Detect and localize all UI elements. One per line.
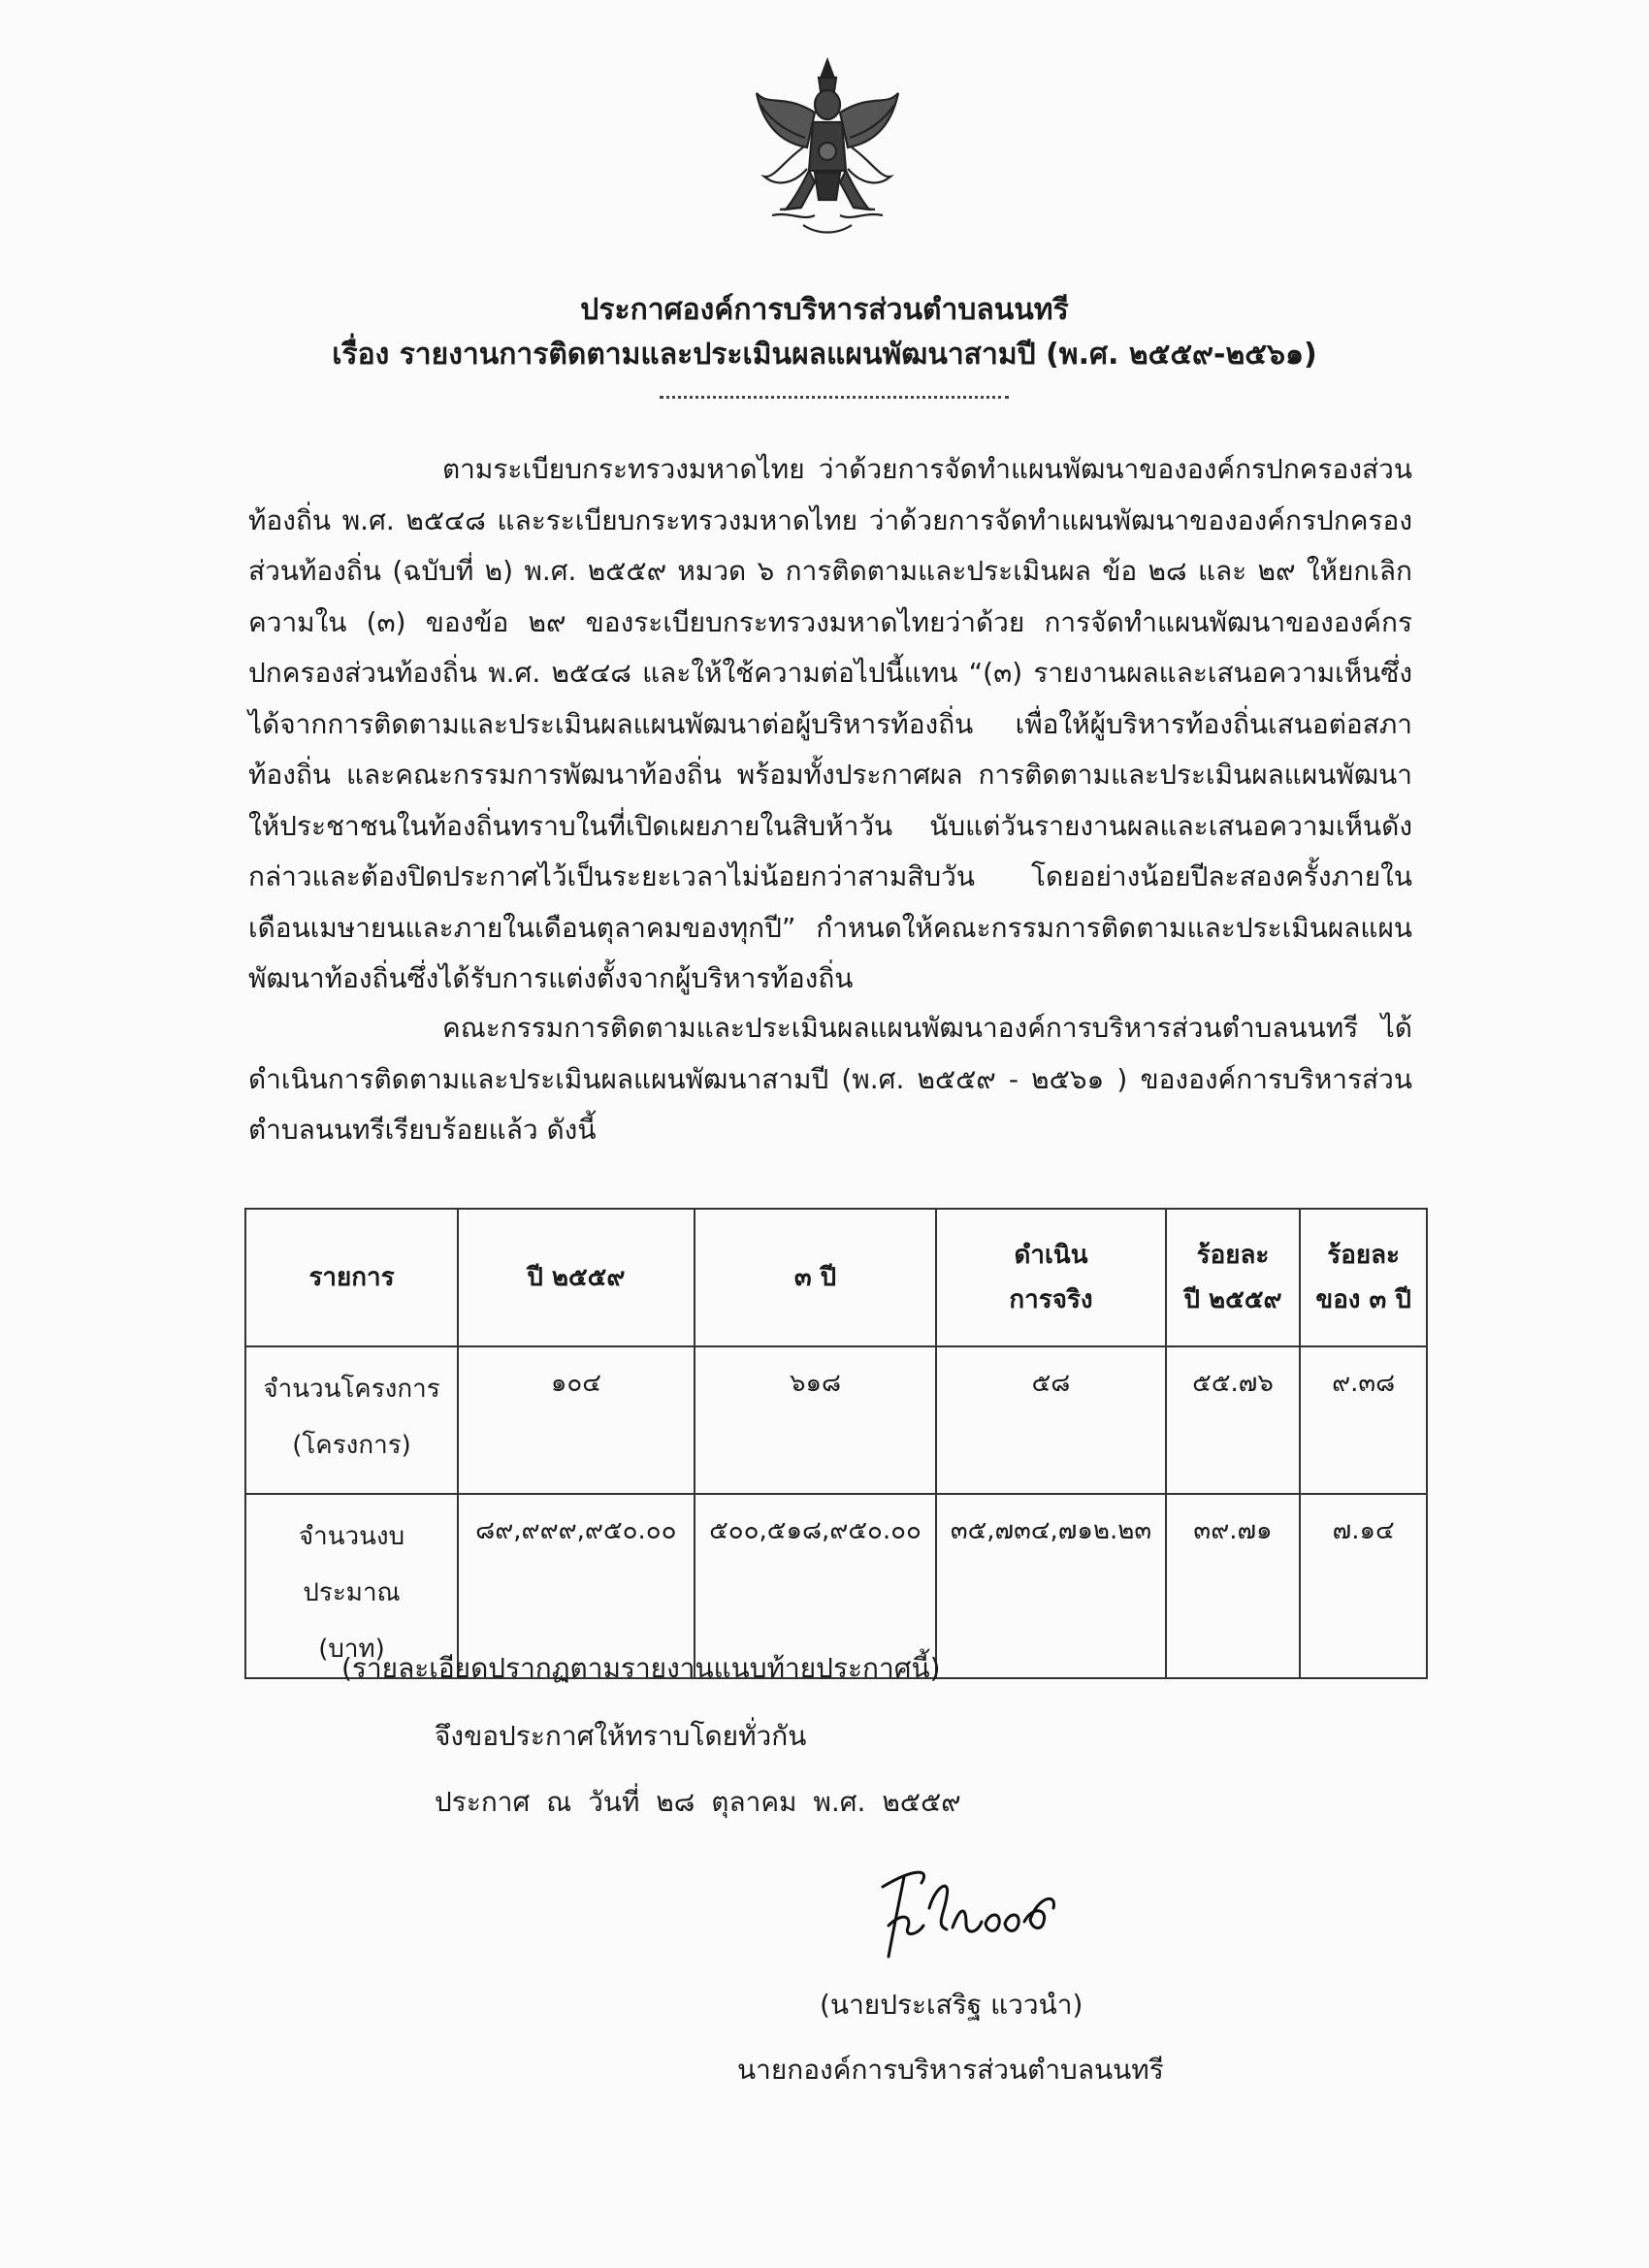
row-label-line-1: จำนวนโครงการ — [263, 1375, 440, 1404]
row-label-line-1: จำนวนงบประมาณ — [298, 1522, 405, 1607]
header-pct-three-line-1: ร้อยละ — [1327, 1241, 1401, 1270]
header-pct-three — [1300, 1209, 1427, 1346]
cell-pct-year: ๓๙.๗๑ — [1166, 1494, 1301, 1678]
cell-three-years: ๕๐๐,๕๑๘,๙๕๐.๐๐ — [695, 1494, 937, 1678]
header-pct-year-line-1: ร้อยละ — [1196, 1241, 1270, 1270]
header-item: รายการ — [245, 1209, 458, 1346]
signatory-title: นายกองค์การบริหารส่วนตำบลนนทรี — [737, 2054, 1164, 2086]
header-pct-year — [1166, 1209, 1301, 1346]
header-year: ปี ๒๕๕๙ — [458, 1209, 695, 1346]
cell-three-years: ๖๑๘ — [695, 1346, 937, 1494]
cell-actual: ๓๕,๗๓๔,๗๑๒.๒๓ — [936, 1494, 1165, 1678]
cell-pct-three: ๗.๑๔ — [1300, 1494, 1427, 1678]
header-actual-line-1: ดำเนิน — [1014, 1241, 1088, 1270]
announcement-title: ประกาศองค์การบริหารส่วนตำบลนนทรี — [580, 293, 1069, 327]
header-actual — [936, 1209, 1165, 1346]
row-label — [245, 1346, 458, 1494]
signatory-name: (นายประเสริฐ แววนำ) — [820, 1989, 1083, 2021]
garuda-emblem-icon — [745, 54, 910, 248]
announcement-date: ประกาศ ณ วันที่ ๒๘ ตุลาคม พ.ศ. ๒๕๕๙ — [435, 1786, 961, 1818]
detail-note: (รายละเอียดปรากฏตามรายงานแนบท้ายประกาศนี้) — [341, 1652, 941, 1684]
table-row — [245, 1346, 1427, 1494]
header-pct-three-line-2: ของ ๓ ปี — [1315, 1285, 1411, 1314]
cell-year: ๑๐๔ — [458, 1346, 695, 1494]
header-pct-year-line-2: ปี ๒๕๕๙ — [1183, 1285, 1282, 1314]
body-paragraph-1: ตามระเบียบกระทรวงมหาดไทย ว่าด้วยการจัดทำแผนพัฒนาขององค์กรปกครองส่วนท้องถิ่น พ.ศ. ๒๕๔๘ และระเบียบกระทรวงมหาดไทย ว่าด้วยการจัดทำแผนพัฒนาขององค์กรปกครองส่วนท้องถิ่น (ฉบับที่ ๒) พ.ศ. ๒๕๕๙ หมวด ๖ การติดตามและประเมินผล ข้อ ๒๘ และ ๒๙ ให้ยกเลิกความใน (๓) ของข้อ ๒๙ ของระเบียบกระทรวงมหาดไทยว่าด้วย การจัดทำแผนพัฒนาขององค์กรปกครองส่วนท้องถิ่น พ.ศ. ๒๕๔๘ และให้ใช้ความต่อไปนี้แทน “(๓) รายงานผลและเสนอความเห็นซึ่งได้จากการติดตามและประเมินผลแผนพัฒนาต่อผู้บริหารท้องถิ่น เพื่อให้ผู้บริหารท้องถิ่นเสนอต่อสภาท้องถิ่น และคณะกรรมการพัฒนาท้องถิ่น พร้อมทั้งประกาศผล การติดตามและประเมินผลแผนพัฒนาให้ประชาชนในท้องถิ่นทราบในที่เปิดเผยภายในสิบห้าวัน นับแต่วันรายงานผลและเสนอความเห็นดังกล่าวและต้องปิดประกาศไว้เป็นระยะเวลาไม่น้อยกว่าสามสิบวัน โดยอย่างน้อยปีละสองครั้งภายในเดือนเมษายนและภายในเดือนตุลาคมของทุกปี” กำหนดให้คณะกรรมการติดตามและประเมินผลแผนพัฒนาท้องถิ่นซึ่งได้รับการแต่งตั้งจากผู้บริหารท้องถิ่น — [248, 453, 1412, 994]
handwritten-signature — [854, 1848, 1067, 1964]
title-divider — [660, 396, 1009, 399]
announcement-subject: เรื่อง รายงานการติดตามและประเมินผลแผนพัฒนาสามปี (พ.ศ. ๒๕๕๙-๒๕๖๑) — [332, 338, 1317, 372]
table-header-row — [245, 1209, 1427, 1346]
body-paragraph-2: คณะกรรมการติดตามและประเมินผลแผนพัฒนาองค์การบริหารส่วนตำบลนนทรี ได้ดำเนินการติดตามและประเมินผลแผนพัฒนาสามปี (พ.ศ. ๒๕๕๙ - ๒๕๖๑ ) ขององค์การบริหารส่วนตำบลนนทรีเรียบร้อยแล้ว ดังนี้ — [248, 1012, 1412, 1146]
cell-actual: ๕๘ — [936, 1346, 1165, 1494]
header-three-years: ๓ ปี — [695, 1209, 937, 1346]
evaluation-summary-table — [244, 1208, 1428, 1679]
cell-pct-three: ๙.๓๘ — [1300, 1346, 1427, 1494]
row-label-line-2: (โครงการ) — [292, 1431, 411, 1460]
cell-year: ๘๙,๙๙๙,๙๕๐.๐๐ — [458, 1494, 695, 1678]
cell-pct-year: ๕๕.๗๖ — [1166, 1346, 1301, 1494]
header-actual-line-2: การจริง — [1009, 1285, 1093, 1314]
closing-statement: จึงขอประกาศให้ทราบโดยทั่วกัน — [435, 1720, 807, 1752]
row-label-line-2: (บาท) — [318, 1635, 385, 1664]
